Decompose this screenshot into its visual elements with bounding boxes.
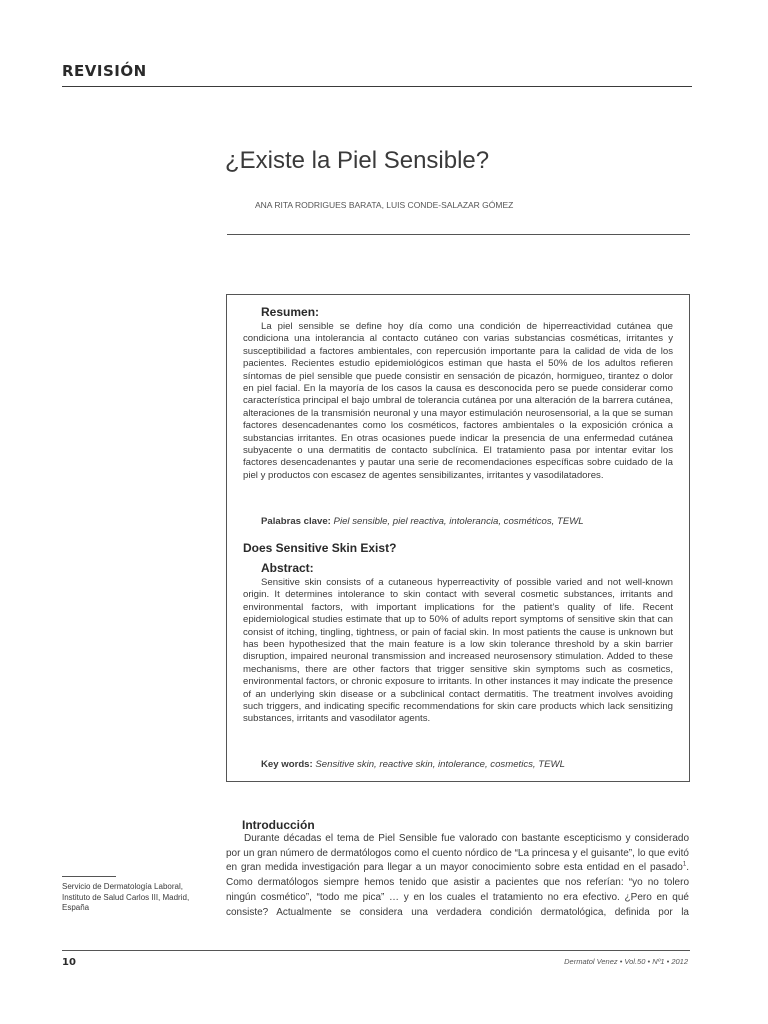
abstract-heading: Abstract: (261, 561, 314, 575)
author-affiliation: Servicio de Dermatología Laboral, Instituto de Salud Carlos III, Madrid, España (62, 882, 190, 912)
resumen-body: La piel sensible se define hoy día como una condición de hiperreactividad cutánea que condiciona una intolerancia al contacto cutáneo con varias substancias cosméticas, irritantes y susceptibilidad a factores ambientales, con repercusión importante para la calidad de vida de los pacientes. Recientes estudio epidemiológicos estiman que hasta el 50% de los adultos refieren síntomas de piel sensible que puede consistir en sensación de picazón, hormigueo, tirantez o dolor en piel facial. En la mayoría de los casos la causa es desconocida pero se puede considerar como característica principal el bajo umbral de tolerancia cutánea por una alteración de la barrera cutánea, alteraciones de la transmisión neuronal y una mayor estimulación neurosensorial, a la que se suman factores desencadenantes como los cosméticos, factores ambientales o la exposición crónica a substancias irritantes. En otras ocasiones puede indicar la presencia de una enfermedad cutánea subyacente o una dermatitis de contacto subclínica. El tratamiento pasa por intentar evitar los factores desencadenantes y pautar una serie de recomendaciones específicas sobre cuidado de la piel y productos con escasez de agentes sensibilizantes, irritantes y vasodilatadores. (243, 321, 673, 481)
abstract-body: Sensitive skin consists of a cutaneous hyperreactivity of possible varied and not well-known origin. It determines intolerance to skin contact with several cosmetic substances, irritants and environmental factors, with important implications for the patient’s quality of life. Recent epidemiological studies estimate that up to 50% of adults report symptoms of sensitive skin that can consist of itching, tingling, tightness, or pain of facial skin. In most patients the cause is unknown but has been hypothesized that the main feature is a low skin tolerance threshold by a skin barrier disruption, impaired neuronal transmission and increased neurosensory stimulation. Added to these mechanisms, there are other factors that trigger sensitive skin symptoms such as cosmetics, environmental factors, or chronic exposure to irritants. In other instances it may indicate the presence of an underlying skin disease or a subclinical contact dermatitis. The treatment involves avoiding such triggers, and indicating specific recommendations for skin care products which lack sensitizing substances, irritants and vasodilator agents. (243, 577, 673, 725)
reference-marker: 1 (682, 862, 687, 869)
resumen-keywords-value: Piel sensible, piel reactiva, intolerancia, cosméticos, TEWL (333, 516, 584, 527)
section-label: REVISIÓN (62, 62, 147, 80)
article-title: ¿Existe la Piel Sensible? (225, 147, 490, 174)
abstract-keywords (261, 759, 565, 770)
abstract-keywords-value: Sensitive skin, reactive skin, intolerance, cosmetics, TEWL (315, 759, 565, 770)
resumen-heading: Resumen: (261, 305, 320, 319)
intro-paragraph: Durante décadas el tema de Piel Sensible fue valorado con bastante escepticismo y considerado por un gran número de dermatólogos como el cuento nórdico de “La princesa y el guisante”, lo que evitó en gran medida investigación para llegar a un mayor conocimiento sobre esta entidad en el pasado$^1$. Como dermatólogos siempre hemos tenido que asistir a pacientes que nos referían: “yo no tolero ningún cosmético”, “todo me pica” … y en los cuales el tratamiento no era efectivo. ¿Pero en qué consiste? Actualmente se considera una verdadera condición dermatológica, definida por la (226, 833, 689, 918)
affiliation-divider (62, 876, 116, 877)
resumen-keywords-label: Palabras clave: (261, 516, 331, 527)
abstract-keywords-label: Key words: (261, 759, 313, 770)
article-authors: ANA RITA RODRIGUES BARATA, LUIS CONDE-SALAZAR GÓMEZ (255, 200, 514, 210)
journal-citation: Dermatol Venez • Vol.50 • Nº1 • 2012 (564, 957, 688, 966)
header-divider (62, 86, 692, 87)
resumen-keywords (261, 516, 584, 527)
footer-divider (62, 950, 690, 951)
page-number: 10 (62, 957, 76, 968)
english-title: Does Sensitive Skin Exist? (243, 541, 397, 555)
intro-heading: Introducción (242, 818, 315, 832)
title-divider (227, 234, 690, 235)
